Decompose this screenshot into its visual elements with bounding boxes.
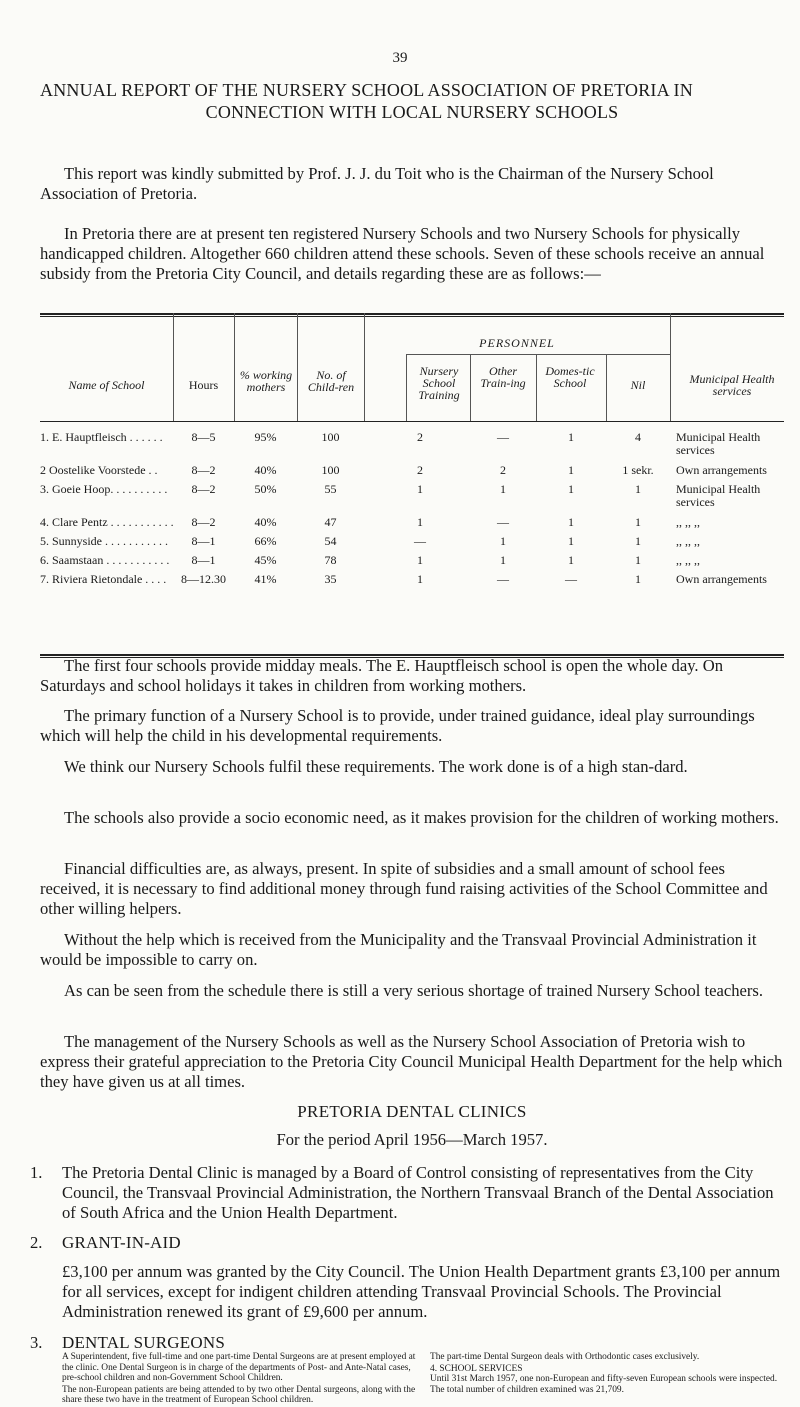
report-title — [40, 79, 784, 123]
dental-item-1: The Pretoria Dental Clinic is managed by a Board of Control consisting of representatives from the City Council, the Transvaal Provincial Administration, the Northern Transvaal Branch of the Dental Association of South Africa and the Union Health Department. — [62, 1163, 774, 1222]
dental-period: For the period April 1956—March 1957. — [276, 1130, 548, 1149]
school-name-cell: 2 Oostelike Voorstede . . — [40, 463, 158, 477]
table-cell-nil: 4 — [635, 430, 641, 444]
table-cell-health: ,, ,, ,, — [676, 553, 700, 567]
title-line-1: ANNUAL REPORT OF THE NURSERY SCHOOL ASSOCIATION OF PRETORIA IN — [40, 80, 693, 100]
col-divider — [234, 313, 235, 421]
table-cell-hours: 8—2 — [191, 482, 216, 496]
table-cell-domestic: 1 — [568, 553, 574, 567]
col-divider — [297, 313, 298, 421]
body-paragraph: As can be seen from the schedule there is still a very serious shortage of trained Nursery School teachers. — [64, 981, 764, 1000]
table-cell-pct: 50% — [254, 482, 277, 496]
table-top-rule — [40, 313, 784, 315]
body-paragraph: The management of the Nursery Schools as well as the Nursery School Association of Pretoria wish to express their grateful appreciation to the Pretoria City Council Municipal Health Department for the help which they have given us at all times. — [40, 1032, 783, 1091]
body-paragraph: The schools also provide a socio economic need, as it makes provision for the children of working mothers. — [64, 808, 779, 827]
table-cell-children: 35 — [324, 572, 337, 586]
table-cell-other: 2 — [500, 463, 506, 477]
intro-paragraph-1: This report was kindly submitted by Prof. J. J. du Toit who is the Chairman of the Nursery School Association of Pretoria. — [40, 164, 714, 203]
col-divider — [364, 313, 365, 421]
item-number: 2. — [30, 1233, 43, 1252]
table-cell-domestic: 1 — [568, 534, 574, 548]
table-cell-hours: 8—2 — [191, 515, 216, 529]
table-cell-domestic: 1 — [568, 430, 574, 444]
table-cell-nursery: 2 — [417, 463, 423, 477]
table-cell-health: ,, ,, ,, — [676, 534, 700, 548]
table-cell-other: 1 — [500, 534, 506, 548]
personnel-rule — [406, 354, 670, 355]
header-domestic: Domes-tic School — [545, 364, 595, 390]
dental-continuation — [62, 1352, 784, 1406]
table-cell-pct: 45% — [254, 553, 277, 567]
table-cell-hours: 8—5 — [191, 430, 216, 444]
header-hours: Hours — [188, 378, 219, 392]
table-cell-health-cont: services — [676, 495, 715, 509]
school-name-cell: 3. Goeie Hoop. . . . . . . . . . — [40, 482, 168, 496]
table-header-rule — [40, 421, 784, 422]
surgeons-paragraph: The non-European patients are being attended to by two other Dental surgeons, along with the share these two have in the treatment of European School children. — [62, 1384, 416, 1405]
table-cell-children: 78 — [324, 553, 337, 567]
table-cell-nursery: 1 — [417, 482, 423, 496]
school-services-paragraph: Until 31st March 1957, one non-European and fifty-seven European schools were inspected. The total number of children examined was 21,709. — [430, 1374, 778, 1395]
item-number: 1. — [30, 1163, 43, 1182]
col-divider — [173, 313, 174, 421]
table-cell-nil: 1 — [635, 572, 641, 586]
table-cell-nil: 1 — [635, 553, 641, 567]
body-paragraph: Without the help which is received from the Municipality and the Transvaal Provincial Administration it would be impossible to carry on. — [40, 930, 757, 969]
table-cell-nil: 1 sekr. — [622, 463, 654, 477]
item-number: 3. — [30, 1333, 43, 1352]
table-cell-domestic: 1 — [568, 515, 574, 529]
grant-heading: GRANT-IN-AID — [62, 1233, 181, 1252]
body-paragraph: We think our Nursery Schools fulfil these requirements. The work done is of a high stan-dard. — [64, 757, 688, 776]
school-name-cell: 1. E. Hauptfleisch . . . . . . — [40, 430, 163, 444]
table-cell-children: 47 — [324, 515, 337, 529]
table-cell-other: — — [497, 515, 509, 529]
surgeons-paragraph: The part-time Dental Surgeon deals with Orthodontic cases exclusively. — [430, 1352, 700, 1362]
title-line-2: CONNECTION WITH LOCAL NURSERY SCHOOLS — [205, 102, 619, 122]
table-cell-other: 1 — [500, 482, 506, 496]
table-cell-other: — — [497, 430, 509, 444]
subsidy-table — [40, 313, 784, 659]
header-nursery-training: Nursery School Training — [418, 364, 460, 402]
table-cell-nursery: 1 — [417, 572, 423, 586]
personnel-header: PERSONNEL — [479, 336, 555, 350]
body-paragraph: The first four schools provide midday meals. The E. Hauptfleisch school is open the whole day. On Saturdays and school holidays it takes in children from working mothers. — [40, 656, 723, 695]
col-divider — [670, 313, 671, 421]
item-number: 4. — [430, 1363, 440, 1374]
header-other-training: Other Train-ing — [480, 364, 526, 390]
table-cell-pct: 40% — [254, 463, 277, 477]
table-cell-pct: 66% — [254, 534, 277, 548]
body-paragraph: Financial difficulties are, as always, present. In spite of subsidies and a small amount of school fees received, it is necessary to find additional money through fund raising activities of the School Committee and other willing helpers. — [40, 859, 768, 918]
table-cell-children: 100 — [321, 463, 340, 477]
header-name: Name of School — [68, 378, 145, 392]
school-name-cell: 4. Clare Pentz . . . . . . . . . . . — [40, 515, 174, 529]
table-cell-nursery: 1 — [417, 515, 423, 529]
table-cell-health: Own arrangements — [676, 572, 767, 586]
body-paragraph: The primary function of a Nursery School is to provide, under trained guidance, ideal play surroundings which will help the child in his developmental requirements. — [40, 706, 755, 745]
school-services-heading: SCHOOL SERVICES — [439, 1363, 523, 1374]
table-cell-nil: 1 — [635, 534, 641, 548]
table-top-rule-2 — [40, 316, 784, 317]
table-cell-children: 100 — [321, 430, 340, 444]
table-cell-nil: 1 — [635, 515, 641, 529]
table-cell-nil: 1 — [635, 482, 641, 496]
table-cell-health: Municipal Health — [676, 430, 761, 444]
school-name-cell: 6. Saamstaan . . . . . . . . . . . — [40, 553, 170, 567]
school-name-cell: 7. Riviera Rietondale . . . . — [40, 572, 167, 586]
grant-paragraph: £3,100 per annum was granted by the City Council. The Union Health Department grants £3,100 per annum for all services, except for indigent children attending Transvaal Provincial Schools. The Provincial Administration renewed its grant of £9,600 per annum. — [62, 1262, 781, 1321]
table-cell-pct: 95% — [254, 430, 277, 444]
intro-paragraph-2: In Pretoria there are at present ten registered Nursery Schools and two Nursery Schools for physically handicapped children. Altogether 660 children attend these schools. Seven of these schools receive an annual subsidy from the Pretoria City Council, and details regarding these are as follows:— — [40, 224, 765, 283]
header-working-mothers: % working mothers — [239, 368, 293, 394]
table-cell-other: — — [497, 572, 509, 586]
surgeons-heading: DENTAL SURGEONS — [62, 1333, 225, 1352]
table-cell-domestic: 1 — [568, 482, 574, 496]
table-cell-nursery: 2 — [417, 430, 423, 444]
table-cell-hours: 8—2 — [191, 463, 216, 477]
table-cell-hours: 8—1 — [191, 553, 216, 567]
school-name-cell: 5. Sunnyside . . . . . . . . . . . — [40, 534, 169, 548]
table-cell-nursery: 1 — [417, 553, 423, 567]
header-nil: Nil — [630, 378, 646, 392]
table-cell-pct: 41% — [254, 572, 277, 586]
table-cell-domestic: 1 — [568, 463, 574, 477]
table-cell-children: 54 — [324, 534, 337, 548]
table-cell-hours: 8—1 — [191, 534, 216, 548]
table-cell-domestic: — — [565, 572, 577, 586]
surgeons-paragraph: A Superintendent, five full-time and one part-time Dental Surgeons are at present employed at the clinic. One Dental Surgeon is in charge of the departments of Post- and Ante-Natal cases, pre-school children and non-Government School Children. — [62, 1352, 416, 1383]
table-cell-pct: 40% — [254, 515, 277, 529]
col-divider — [536, 354, 537, 421]
dental-heading: PRETORIA DENTAL CLINICS — [297, 1102, 527, 1121]
table-cell-health-cont: services — [676, 443, 715, 457]
table-cell-hours: 8—12.30 — [181, 572, 226, 586]
header-children: No. of Child-ren — [307, 368, 355, 394]
table-cell-health: ,, ,, ,, — [676, 515, 700, 529]
table-cell-nursery: — — [414, 534, 426, 548]
table-cell-children: 55 — [324, 482, 337, 496]
table-cell-health: Own arrangements — [676, 463, 767, 477]
table-cell-health: Municipal Health — [676, 482, 761, 496]
page-number: 39 — [392, 50, 408, 66]
col-divider — [470, 354, 471, 421]
header-health: Municipal Health services — [689, 372, 775, 398]
table-cell-other: 1 — [500, 553, 506, 567]
